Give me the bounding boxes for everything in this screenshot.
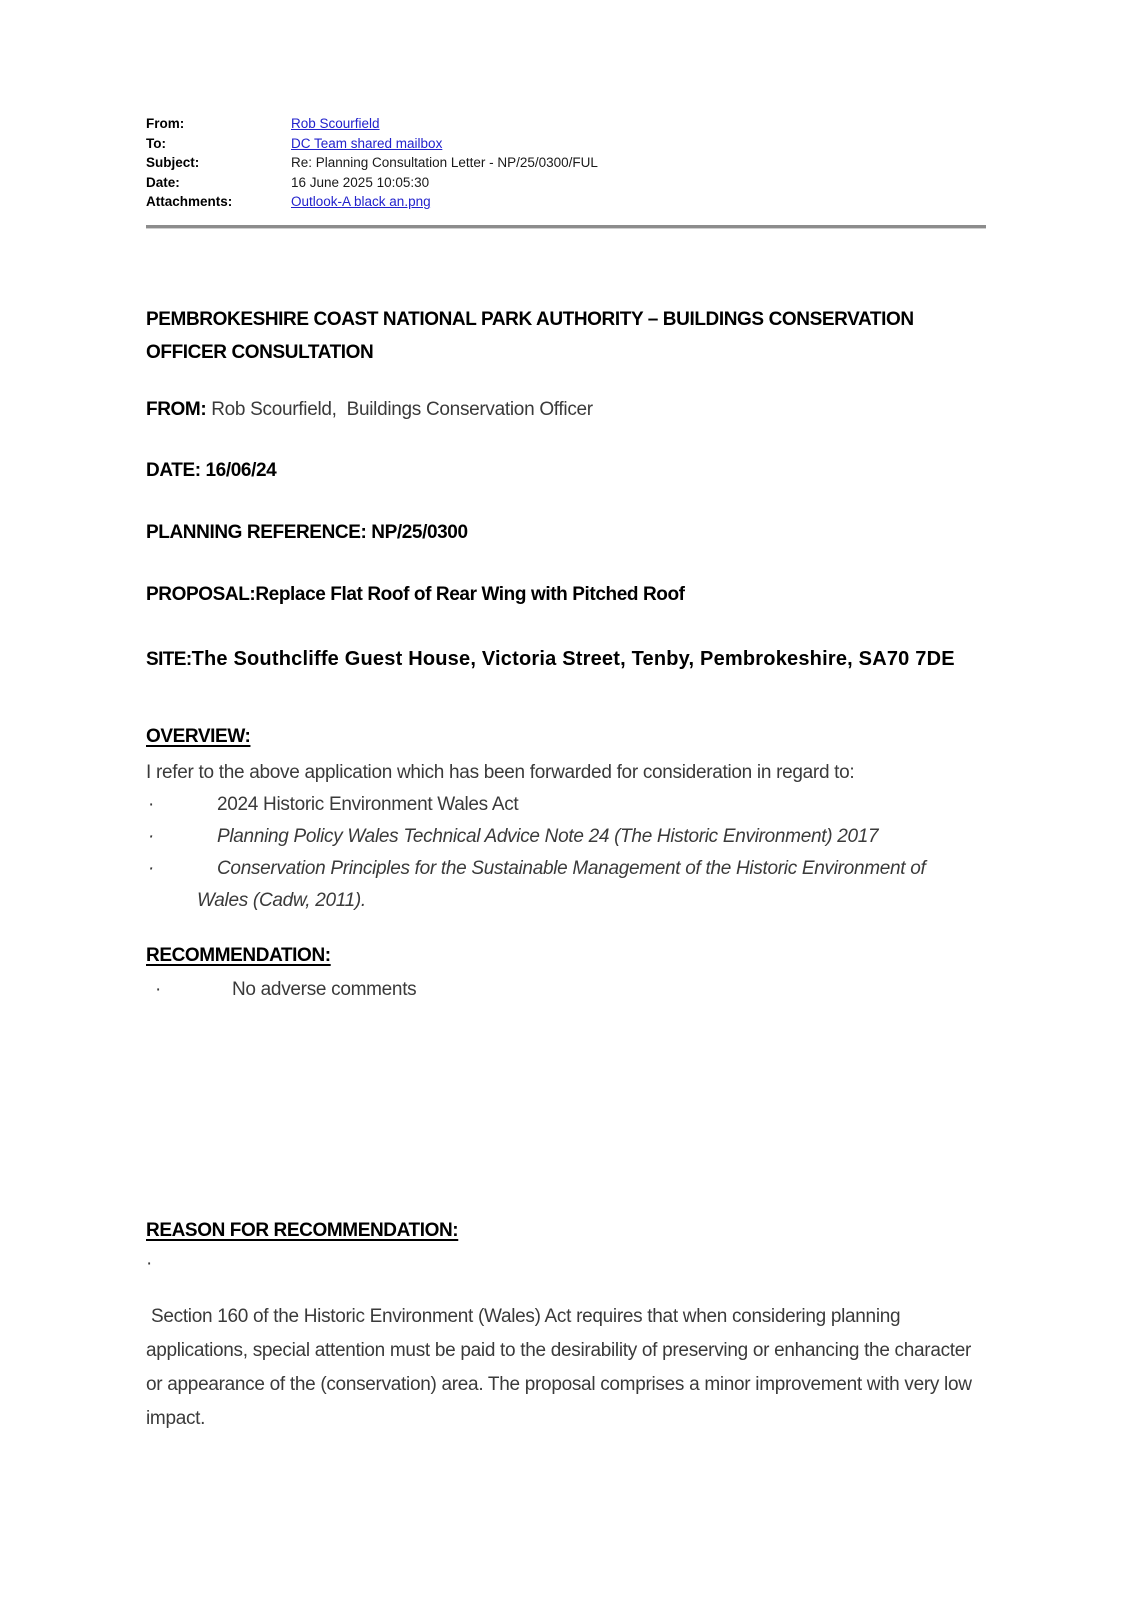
email-header [146,114,1131,212]
reason-paragraph: Section 160 of the Historic Environment (Wales) Act requires that when considering planning applications, special attention must be paid to the desirability of preserving or enhancing the character or appearance of the (conservation) area. The proposal comprises a minor improvement with very low impact. [146,1305,977,1429]
from-line [146,396,976,423]
header-divider [146,225,986,229]
from-link[interactable]: Rob Scourfield [291,116,380,131]
overview-bullet-text: 2024 Historic Environment Wales Act [217,793,519,815]
overview-bullet-text: Conservation Principles for the Sustainable Management of the Historic Environment of Wales (Cadw, 2011). [197,857,926,911]
proposal-line: PROPOSAL:Replace Flat Roof of Rear Wing with Pitched Roof [146,583,685,605]
header-label-subject: Subject: [146,155,200,170]
subject-value: Re: Planning Consultation Letter - NP/25/0300/FUL [291,155,598,170]
overview-bullet-item [146,789,948,821]
header-row-date [146,173,1131,193]
bullet-dot: · [148,825,155,847]
to-link[interactable]: DC Team shared mailbox [291,135,443,151]
header-label-to: To: [146,135,166,151]
document-body [146,303,976,1436]
bullet-dot: · [155,978,162,1000]
header-row-subject [146,153,1131,173]
attachment-link[interactable]: Outlook-A black an.png [291,194,431,209]
reason-heading: REASON FOR RECOMMENDATION: [146,1219,459,1241]
recommendation-bullet-text: No adverse comments [232,978,417,1000]
site-line [146,641,976,678]
recommendation-bullet-list [146,974,976,1006]
from-line-label: FROM: [146,398,207,420]
planning-reference-line: PLANNING REFERENCE: NP/25/0300 [146,521,468,543]
overview-bullet-item [146,853,948,917]
site-value: The Southcliffe Guest House, Victoria Street, Tenby, Pembrokeshire, SA70 7DE [191,647,955,670]
overview-bullet-text: Planning Policy Wales Technical Advice Note 24 (The Historic Environment) 2017 [217,825,879,847]
overview-heading: OVERVIEW: [146,725,251,747]
header-label-date: Date: [146,174,180,190]
bullet-dot: · [148,857,155,879]
header-label-from: From: [146,116,185,131]
date-line: DATE: 16/06/24 [146,459,277,481]
overview-bullet-list [146,789,976,917]
document-title: PEMBROKESHIRE COAST NATIONAL PARK AUTHORITY – BUILDINGS CONSERVATION OFFICER CONSULTATION [146,308,914,363]
overview-intro: I refer to the above application which has been forwarded for consideration in regard to: [146,761,855,783]
recommendation-bullet-item [146,974,976,1006]
header-row-attachments [146,192,1131,212]
site-label: SITE: [146,648,192,670]
header-row-to [146,134,1131,154]
header-label-attachments: Attachments: [146,194,233,209]
recommendation-heading: RECOMMENDATION: [146,944,331,966]
bullet-dot: · [148,793,155,815]
header-row-from [146,114,1131,134]
reason-stray-bullet: · [146,1252,153,1274]
date-value: 16 June 2025 10:05:30 [291,174,430,190]
from-line-value: Rob Scourfield, Buildings Conservation Officer [206,398,593,420]
overview-bullet-item [146,821,948,853]
